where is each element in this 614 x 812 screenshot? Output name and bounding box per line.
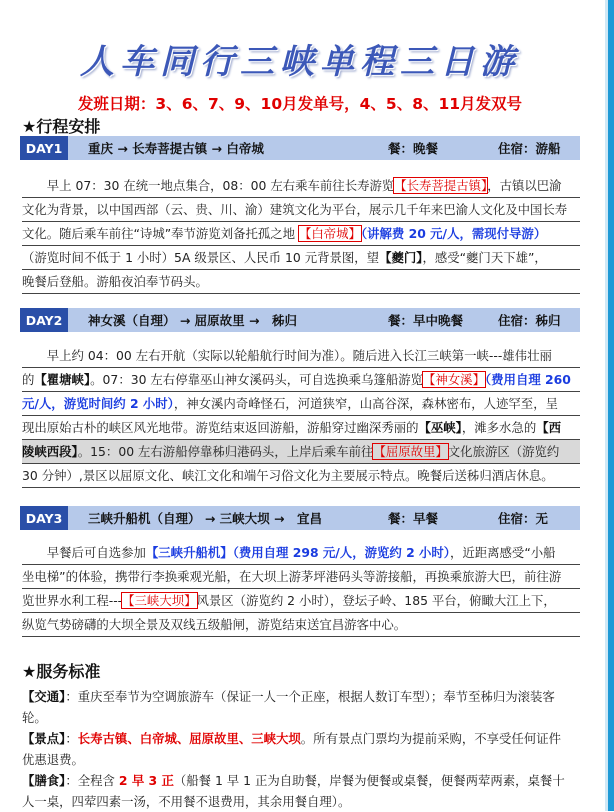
day3-meal: 餐：早餐 [388,511,439,526]
scenic-label: 【景点】 [22,731,66,746]
day1-stay: 住宿：游船 [498,141,561,156]
highlight-three-gorges-dam: 【三峡大坝】 [122,593,197,608]
day3-description: 早餐后可自选参加【三峡升船机】（费用自理 298 元/人，游览约 2 小时），近距离感受“小船 坐电梯”的体验，携带行李换乘观光船，在大坝上游茅坪港码头等游接船，再换乘旅游大巴，前往游 览世界水利工程---【三峡大坝】风景区（游览约 2 小时），登坛子岭、185 平台，俯瞰大江上下， 纵览气势磅礴的大坝全景及双线五级船闸，游览结束送宜昌游客中心。 [22,541,580,637]
highlight-quyuan-hometown: 【屈原故里】 [373,444,448,459]
traffic-label: 【交通】 [22,689,66,704]
highlight-baidi-city: 【白帝城】 [298,226,361,241]
day2-stay: 住宿：秭归 [498,313,561,328]
page-title: 人车同行三峡单程三日游 [80,42,520,82]
service-heading: ★服务标准 [22,662,101,681]
right-edge-bar [608,0,614,811]
day3-header [20,506,580,530]
highlight-shennv-creek: 【神女溪】 [423,372,485,387]
day1-meal: 餐：晚餐 [388,141,439,156]
departure-dates: 发班日期：3、6、7、9、10月发单号，4、5、8、11月发双号 [77,95,523,113]
day2-route: 神女溪（自理） → 屈原故里 → 秭归 [88,313,298,328]
day1-description: 早上 07：30 在统一地点集合，08：00 左右乘车前往长寿游览【长寿菩提古镇】，古镇以巴渝 文化为背景，以中国西部（云、贵、川、渝）建筑文化为平台，展示几千年来巴渝人文化及中国长寿 文化。随后乘车前往“诗城”奉节游览刘备托孤之地 【白帝城】（讲解费 20 元/人，需现付导游） （游览时间不低于 1 小时）5A 级景区、人民币 10 元背景图，望【夔门】，感受“夔门天下雄”， 晚餐后登船。游船夜泊奉节码头。 [22,174,580,294]
day2-label: DAY2 [20,308,68,332]
day1-label: DAY1 [20,136,68,160]
day2-header [20,308,580,332]
itinerary-heading: ★行程安排 [22,117,101,136]
day3-stay: 住宿：无 [498,511,549,526]
day3-label: DAY3 [20,506,68,530]
highlight-ship-lift: 【三峡升船机】 [145,545,233,560]
day2-meal: 餐：早中晚餐 [388,313,464,328]
service-details: 【交通】：重庆至奉节为空调旅游车（保证一人一个正座，根据人数订车型）；奉节至秭归为滚装客 轮。 【景点】：长寿古镇、白帝城、屈原故里、三峡大坝。所有景点门票均为提前采购，不享受任何证件 优惠退费。 【膳食】：全程含 2 早 3 正（船餐 1 早 1 正为自助餐，岸餐为便餐或桌餐，便餐两荤两素，桌餐十 人一桌，四荤四素一汤，不用餐不退费用，其余用餐自理）。 [22,689,565,809]
day2-description: 早上约 04：00 左右开航（实际以轮船航行时间为准）。随后进入长江三峡第一峡---雄伟壮丽 的【瞿塘峡】。07：30 左右停靠巫山神女溪码头，可自选换乘乌篷船游览【神女溪】（费用自理 260 元/人，游览时间约 2 小时），神女溪内奇峰怪石，河道狭窄，山高谷深，森林密布，人迹罕至，呈 现出原始古朴的峡区风光地带。游览结束返回游船，游船穿过幽深秀丽的【巫峡】，滩多水急的【西 陵峡西段】。15：00 左右游船停靠秭归港码头，上岸后乘车前往【屈原故里】文化旅游区（游览约 30 分钟）,景区以屈原文化、峡江文化和端午习俗文化为主要展示特点。晚餐后送秭归酒店休息。 [22,344,580,488]
day1-route: 重庆 → 长寿菩提古镇 → 白帝城 [88,141,264,156]
highlight-changshou-town: 【长寿菩提古镇】 [394,178,488,193]
meal-label: 【膳食】 [22,773,66,788]
day1-header [20,136,580,160]
day3-route: 三峡升船机（自理） → 三峡大坝 → 宜昌 [88,511,323,526]
